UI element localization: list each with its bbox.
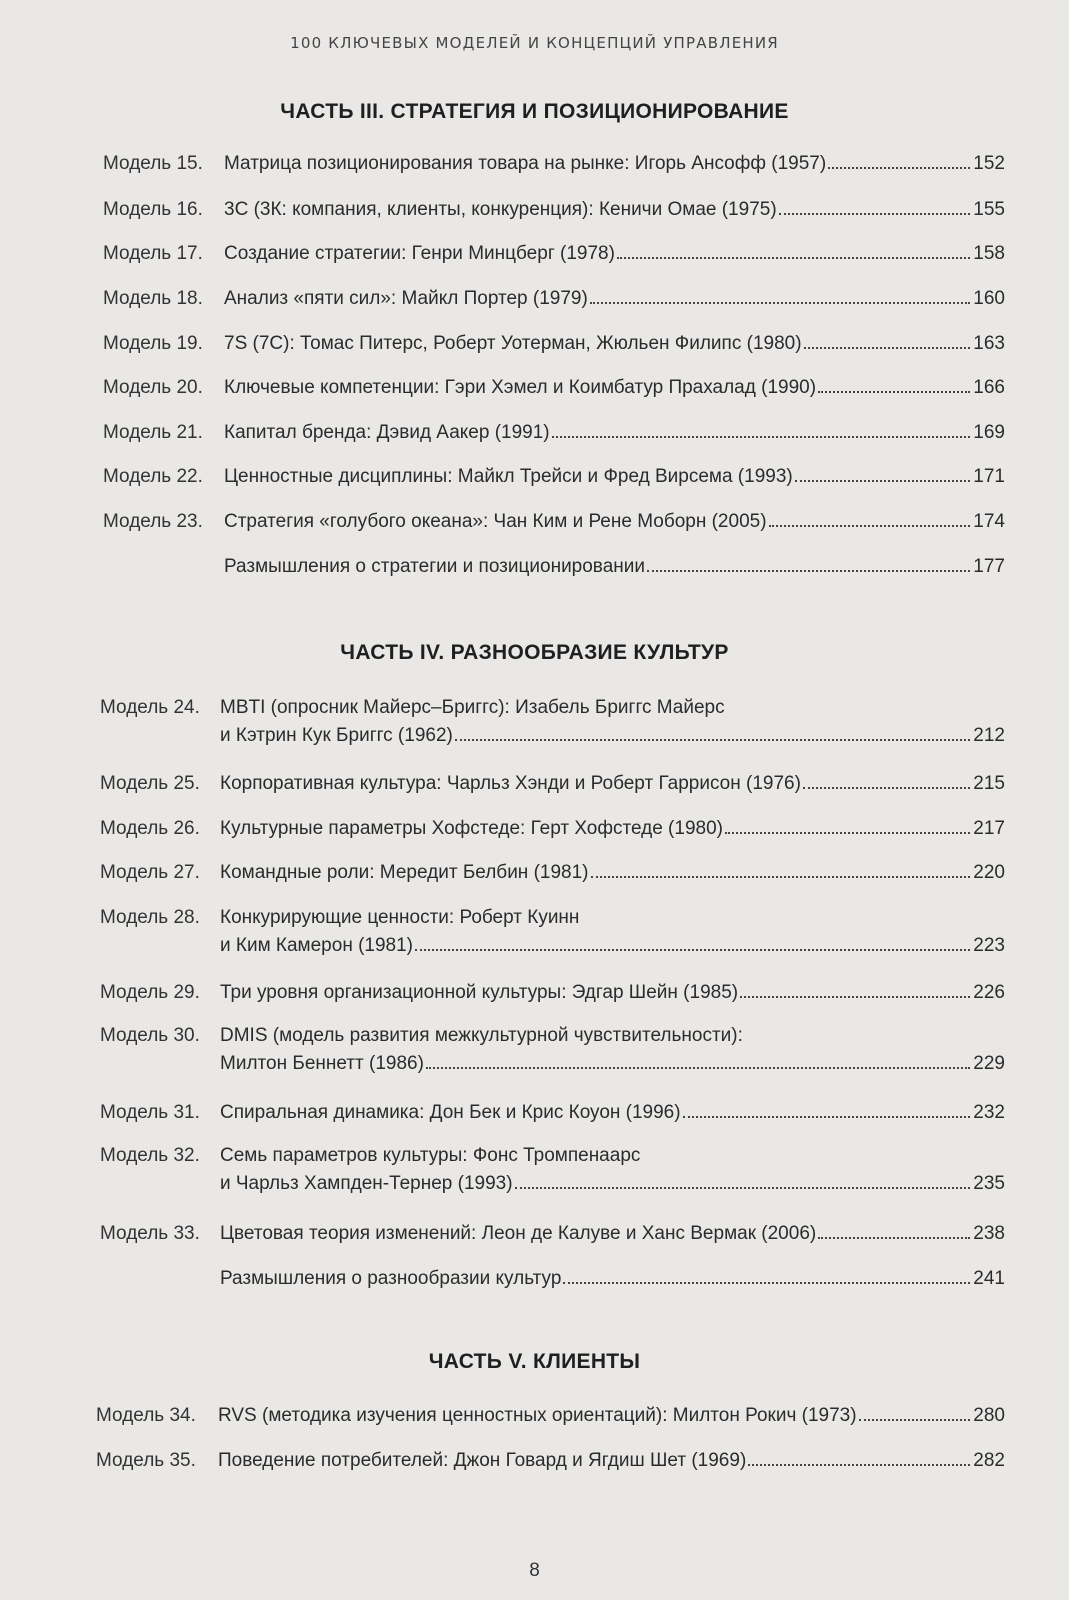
page-ref: 241 (973, 1268, 1005, 1289)
dot-leader (818, 1237, 970, 1239)
entry-last-line (220, 722, 1005, 750)
entry-last-line (220, 770, 1005, 798)
entry-title-line: Матрица позиционирования товара на рынке: Игорь Ансофф (1957) (224, 153, 827, 174)
dot-leader (455, 739, 970, 741)
dot-leader (647, 570, 970, 572)
dot-leader (740, 996, 970, 998)
model-number: Модель 31. (100, 1102, 200, 1123)
entry-title-line: Командные роли: Мередит Белбин (1981) (220, 862, 589, 883)
entry-title-line: 7S (7С): Томас Питерс, Роберт Уотерман, Жюльен Филипс (1980) (224, 333, 802, 354)
entry-title-line: Размышления о стратегии и позиционировании (224, 556, 645, 577)
dot-leader (426, 1067, 970, 1069)
entry-body (224, 240, 1005, 268)
entry-last-line (218, 1447, 1005, 1475)
page-ref: 163 (973, 333, 1005, 354)
entry-title-line: Семь параметров культуры: Фонс Тромпенаарс (220, 1145, 641, 1166)
entry-last-line (224, 508, 1005, 536)
entry-last-line (220, 932, 1005, 960)
entry-title-line: Поведение потребителей: Джон Говард и Ягдиш Шет (1969) (218, 1450, 747, 1471)
entry-last-line (224, 196, 1005, 224)
entry-title-line: Цветовая теория изменений: Леон де Калуве и Ханс Вермак (2006) (220, 1223, 817, 1244)
dot-leader (828, 167, 970, 169)
page-ref: 152 (973, 153, 1005, 174)
entry-title-line: и Кэтрин Кук Бриггс (1962) (220, 725, 453, 746)
model-number: Модель 16. (103, 199, 203, 220)
dot-leader (590, 302, 971, 304)
entry-title-line: Ключевые компетенции: Гэри Хэмел и Коимбатур Прахалад (1990) (224, 377, 817, 398)
page-ref: 282 (973, 1450, 1005, 1471)
dot-leader (591, 876, 971, 878)
entry-last-line (220, 1220, 1005, 1248)
page-ref: 215 (973, 773, 1005, 794)
entry-last-line (224, 330, 1005, 358)
entry-body (224, 553, 1005, 581)
page-ref: 174 (973, 511, 1005, 532)
entry-last-line (224, 285, 1005, 313)
entry-title-line: Стратегия «голубого океана»: Чан Ким и Рене Моборн (2005) (224, 511, 767, 532)
model-number: Модель 17. (103, 243, 203, 264)
page-ref: 171 (973, 466, 1005, 487)
model-number: Модель 35. (96, 1450, 196, 1471)
dot-leader (617, 257, 970, 259)
entry-title-line: Корпоративная культура: Чарльз Хэнди и Роберт Гаррисон (1976) (220, 773, 801, 794)
entry-title-line: 3С (3К: компания, клиенты, конкуренция): Кеничи Омае (1975) (224, 199, 777, 220)
entry-title-line: Ценностные дисциплины: Майкл Трейси и Фред Вирсема (1993) (224, 466, 793, 487)
dot-leader (415, 949, 970, 951)
model-number: Модель 30. (100, 1025, 200, 1046)
entry-last-line (220, 1099, 1005, 1127)
entry-body (220, 694, 1005, 750)
dot-leader (552, 436, 971, 438)
entry-body (224, 508, 1005, 536)
page-ref: 235 (973, 1173, 1005, 1194)
entry-body (224, 374, 1005, 402)
page-ref: 160 (973, 288, 1005, 309)
entry-body (220, 859, 1005, 887)
entry-last-line (218, 1402, 1005, 1430)
model-number: Модель 32. (100, 1145, 200, 1166)
entry-body (224, 150, 1005, 178)
entry-body (220, 1099, 1005, 1127)
entry-title-line: MBTI (опросник Майерс–Бриггс): Изабель Бриггс Майерс (220, 697, 725, 718)
section-title: ЧАСТЬ V. КЛИЕНТЫ (428, 1350, 641, 1373)
entry-title-line: Капитал бренда: Дэвид Аакер (1991) (224, 422, 550, 443)
entry-body (218, 1402, 1005, 1430)
page-ref: 212 (973, 725, 1005, 746)
model-number: Модель 20. (103, 377, 203, 398)
entry-last-line (224, 374, 1005, 402)
entry-body (220, 1220, 1005, 1248)
page-ref: 280 (973, 1405, 1005, 1426)
entry-body (220, 770, 1005, 798)
dot-leader (725, 832, 970, 834)
entry-body (218, 1447, 1005, 1475)
entry-title-line: Создание стратегии: Генри Минцберг (1978) (224, 243, 615, 264)
model-number: Модель 15. (103, 153, 203, 174)
section-title: ЧАСТЬ IV. РАЗНООБРАЗИЕ КУЛЬТУР (340, 641, 729, 664)
entry-body (220, 815, 1005, 843)
entry-last-line (224, 150, 1005, 178)
dot-leader (748, 1464, 970, 1466)
page-ref: 226 (973, 982, 1005, 1003)
model-number: Модель 29. (100, 982, 200, 1003)
entry-body (220, 979, 1005, 1007)
page-ref: 166 (973, 377, 1005, 398)
page-ref: 232 (973, 1102, 1005, 1123)
entry-body (220, 1022, 1005, 1078)
entry-body (224, 419, 1005, 447)
model-number: Модель 25. (100, 773, 200, 794)
page-number: 8 (529, 1560, 540, 1581)
entry-last-line (220, 1170, 1005, 1198)
model-number: Модель 18. (103, 288, 203, 309)
model-number: Модель 23. (103, 511, 203, 532)
dot-leader (683, 1116, 971, 1118)
entry-body (220, 1265, 1005, 1293)
page-ref: 217 (973, 818, 1005, 839)
entry-body (220, 904, 1005, 960)
page-ref: 220 (973, 862, 1005, 883)
dot-leader (803, 787, 970, 789)
page-ref: 223 (973, 935, 1005, 956)
dot-leader (769, 525, 971, 527)
entry-title-line: Спиральная динамика: Дон Бек и Крис Коуон (1996) (220, 1102, 681, 1123)
entry-body (224, 196, 1005, 224)
entry-last-line (224, 419, 1005, 447)
dot-leader (859, 1419, 971, 1421)
entry-last-line (220, 815, 1005, 843)
dot-leader (563, 1282, 970, 1284)
dot-leader (818, 391, 970, 393)
entry-body (220, 1142, 1005, 1198)
model-number: Модель 33. (100, 1223, 200, 1244)
page-ref: 169 (973, 422, 1005, 443)
page-ref: 155 (973, 199, 1005, 220)
entry-last-line (220, 1050, 1005, 1078)
running-header: 100 КЛЮЧЕВЫХ МОДЕЛЕЙ И КОНЦЕПЦИЙ УПРАВЛЕНИЯ (290, 34, 779, 52)
dot-leader (795, 480, 971, 482)
entry-last-line (224, 463, 1005, 491)
model-number: Модель 24. (100, 697, 200, 718)
dot-leader (804, 347, 971, 349)
entry-title-line: Культурные параметры Хофстеде: Герт Хофстеде (1980) (220, 818, 723, 839)
entry-title-line: Размышления о разнообразии культур (220, 1268, 562, 1289)
entry-title-line: RVS (методика изучения ценностных ориентаций): Милтон Рокич (1973) (218, 1405, 857, 1426)
page-ref: 158 (973, 243, 1005, 264)
entry-last-line (220, 979, 1005, 1007)
page-ref: 238 (973, 1223, 1005, 1244)
model-number: Модель 22. (103, 466, 203, 487)
model-number: Модель 26. (100, 818, 200, 839)
entry-title-line: Три уровня организационной культуры: Эдгар Шейн (1985) (220, 982, 739, 1003)
page-ref: 177 (973, 556, 1005, 577)
entry-last-line (220, 859, 1005, 887)
entry-title-line: Конкурирующие ценности: Роберт Куинн (220, 907, 580, 928)
entry-last-line (224, 553, 1005, 581)
entry-body (224, 330, 1005, 358)
model-number: Модель 34. (96, 1405, 196, 1426)
model-number: Модель 27. (100, 862, 200, 883)
section-title: ЧАСТЬ III. СТРАТЕГИЯ И ПОЗИЦИОНИРОВАНИЕ (280, 100, 789, 123)
entry-last-line (220, 1265, 1005, 1293)
model-number: Модель 21. (103, 422, 203, 443)
dot-leader (779, 213, 971, 215)
entry-title-line: и Чарльз Хампден-Тернер (1993) (220, 1173, 513, 1194)
entry-last-line (224, 240, 1005, 268)
entry-title-line: Милтон Беннетт (1986) (220, 1053, 424, 1074)
model-number: Модель 19. (103, 333, 203, 354)
model-number: Модель 28. (100, 907, 200, 928)
dot-leader (515, 1187, 971, 1189)
entry-title-line: Анализ «пяти сил»: Майкл Портер (1979) (224, 288, 588, 309)
entry-title-line: DMIS (модель развития межкультурной чувствительности): (220, 1025, 743, 1046)
page-ref: 229 (973, 1053, 1005, 1074)
entry-body (224, 463, 1005, 491)
entry-title-line: и Ким Камерон (1981) (220, 935, 414, 956)
entry-body (224, 285, 1005, 313)
